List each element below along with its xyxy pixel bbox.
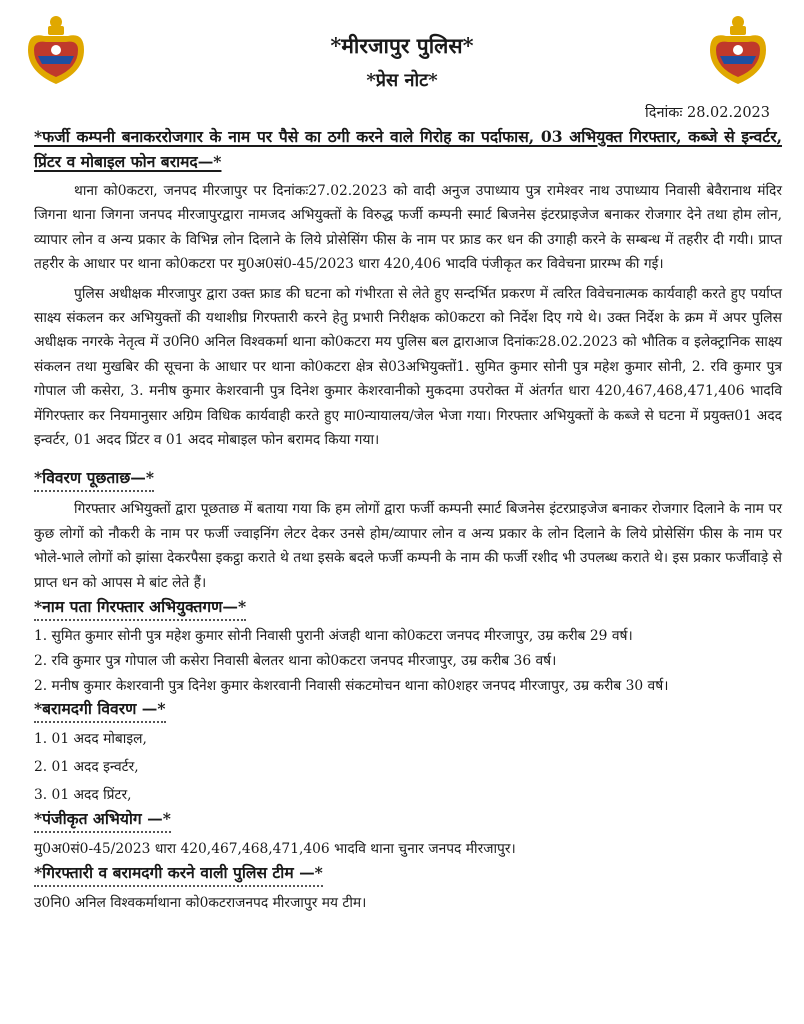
list-item: 2. 01 अदद इन्वर्टर, <box>34 759 139 776</box>
section-title-interrogation: *विवरण पूछताछ—* <box>34 466 154 492</box>
interrogation-text: गिरफ्तार अभियुक्तों द्वारा पूछताछ में बताया गया कि हम लोगों द्वारा फर्जी कम्पनी स्मार्ट बिजनेस इंटरप्राइजेज बनाकर रोजगार दिलाने के नाम पर कुछ लोगों को नौकरी के नाम पर फर्जी ज्वाइनिंग लेटर देकर उनसे होम/व्यापार लोन व अन्य प्रकार के लोन दिलाने के लिये प्रोसेसिंग फीस के नाम पर भोले-भाले लोगों को झांसा देकरपैसा इकट्ठा कराते थे तथा इसके बदले फर्जी कम्पनी के नाम की फर्जी रशीद भी उपलब्ध कराते थे। इस प्रकार फर्जीवाड़े से प्राप्त धन को आपस मे बांट लेते हैं। <box>34 501 782 591</box>
team-text: उ0नि0 अनिल विश्वकर्माथाना को0कटराजनपद मीरजापुर मय टीम। <box>34 895 367 912</box>
paragraph-fir: थाना को0कटरा, जनपद मीरजापुर पर दिनांकः27.02.2023 को वादी अनुज उपाध्याय पुत्र रामेश्वर नाथ उपाध्याय निवासी बेवैरानाथ मंदिर जिगना थाना जिगना जनपद मीरजापुरद्वारा नामजद अभियुक्तों के विरुद्ध फर्जी कम्पनी स्मार्ट बिजनेस इंटरप्राइजेज बनाकर रोजगार देने तथा होम लोन, व्यापार लोन व अन्य प्रकार के विभिन्न लोन दिलाने के लिये प्रोसेसिंग फीस के नाम पर फ्राड कर धन की उगाही करने के सम्बन्ध में तहरीर दी गयी। प्राप्त तहरीर के आधार पर थाना को0कटरा पर मु0अ0सं0-45/2023 धारा 420,406 भादवि पंजीकृत कर विवेचना प्रारम्भ की गई। <box>34 183 782 273</box>
section-title-recovery: *बरामदगी विवरण —* <box>34 697 166 723</box>
section-title-case: *पंजीकृत अभियोग —* <box>34 807 171 833</box>
list-item: 1. 01 अदद मोबाइल, <box>34 731 147 748</box>
list-item: 2. मनीष कुमार केशरवानी पुत्र दिनेश कुमार केशरवानी निवासी संकटमोचन थाना को0शहर जनपद मीरजापुर, उम्र करीब 30 वर्ष। <box>34 678 669 695</box>
page-title: *मीरजापुर पुलिस* <box>330 33 474 58</box>
paragraph-arrest: पुलिस अधीक्षक मीरजापुर द्वारा उक्त फ्राड की घटना को गंभीरता से लेते हुए सन्दर्भित प्रकरण में त्वरित विवेचनात्मक कार्यवाही करते हुए पर्याप्त साक्ष्य संकलन कर अभियुक्तों की यथाशीघ्र गिरफ्तारी करने हेतु प्रभारी निरीक्षक को0कटरा को निर्देश दिए गये थे। उक्त निर्देश के क्रम में अपर पुलिस अधीक्षक नगरके नेतृत्व में उ0नि0 अनिल विश्वकर्मा थाना को0कटरा मय पुलिस बल द्वाराआज दिनांकः28.02.2023 को भौतिक व इलेक्ट्रानिक साक्ष्य संकलन तथा मुखबिर की सूचना के आधार पर थाना को0कटरा क्षेत्र से03अभियुक्तों1. सुमित कुमार सोनी पुत्र महेश कुमार सोनी, 2. रवि कुमार पुत्र गोपाल जी कसेरा, 3. मनीष कुमार केशरवानी पुत्र दिनेश कुमार केशरवानीको मुकदमा उपरोक्त में अंतर्गत धारा 420,467,468,471,406 भादवि मेंगिरफ्तार कर नियमानुसार अग्रिम विधिक कार्यवाही करते हुए मा0न्यायालय/जेल भेजा गया। गिरफ्तार अभियुक्तों के कब्जे से घटना में प्रयुक्त01 अदद इन्वर्टर, 01 अदद प्रिंटर व 01 अदद मोबाइल फोन बरामद किया गया। <box>34 285 782 449</box>
recovery-list <box>34 727 782 807</box>
list-item: 2. रवि कुमार पुत्र गोपाल जी कसेरा निवासी बेलतर थाना को0कटरा जनपद मीरजापुर, उम्र करीब 36 वर्ष। <box>34 653 557 670</box>
list-item: 3. 01 अदद प्रिंटर, <box>34 787 132 804</box>
case-text: मु0अ0सं0-45/2023 धारा 420,467,468,471,406 भादवि थाना चुनार जनपद मीरजापुर। <box>34 841 516 858</box>
accused-list <box>34 625 782 697</box>
section-title-team: *गिरफ्तारी व बरामदगी करने वाली पुलिस टीम —* <box>34 861 323 887</box>
headline: *फर्जी कम्पनी बनाकररोजगार के नाम पर पैसे का ठगी करने वाले गिरोह का पर्दाफास, 03 अभियुक्त गिरफ्तार, कब्जे से इन्वर्टर, प्रिंटर व मोबाइल फोन बरामद—* <box>34 127 782 171</box>
list-item: 1. सुमित कुमार सोनी पुत्र महेश कुमार सोनी निवासी पुरानी अंजही थाना को0कटरा जनपद मीरजापुर, उम्र करीब 29 वर्ष। <box>34 628 633 645</box>
press-note-subtitle: *प्रेस नोट* <box>366 70 438 91</box>
press-note-body <box>34 124 782 915</box>
section-title-accused: *नाम पता गिरफ्तार अभियुक्तगण—* <box>34 595 246 621</box>
press-note-date: दिनांकः 28.02.2023 <box>645 105 770 121</box>
